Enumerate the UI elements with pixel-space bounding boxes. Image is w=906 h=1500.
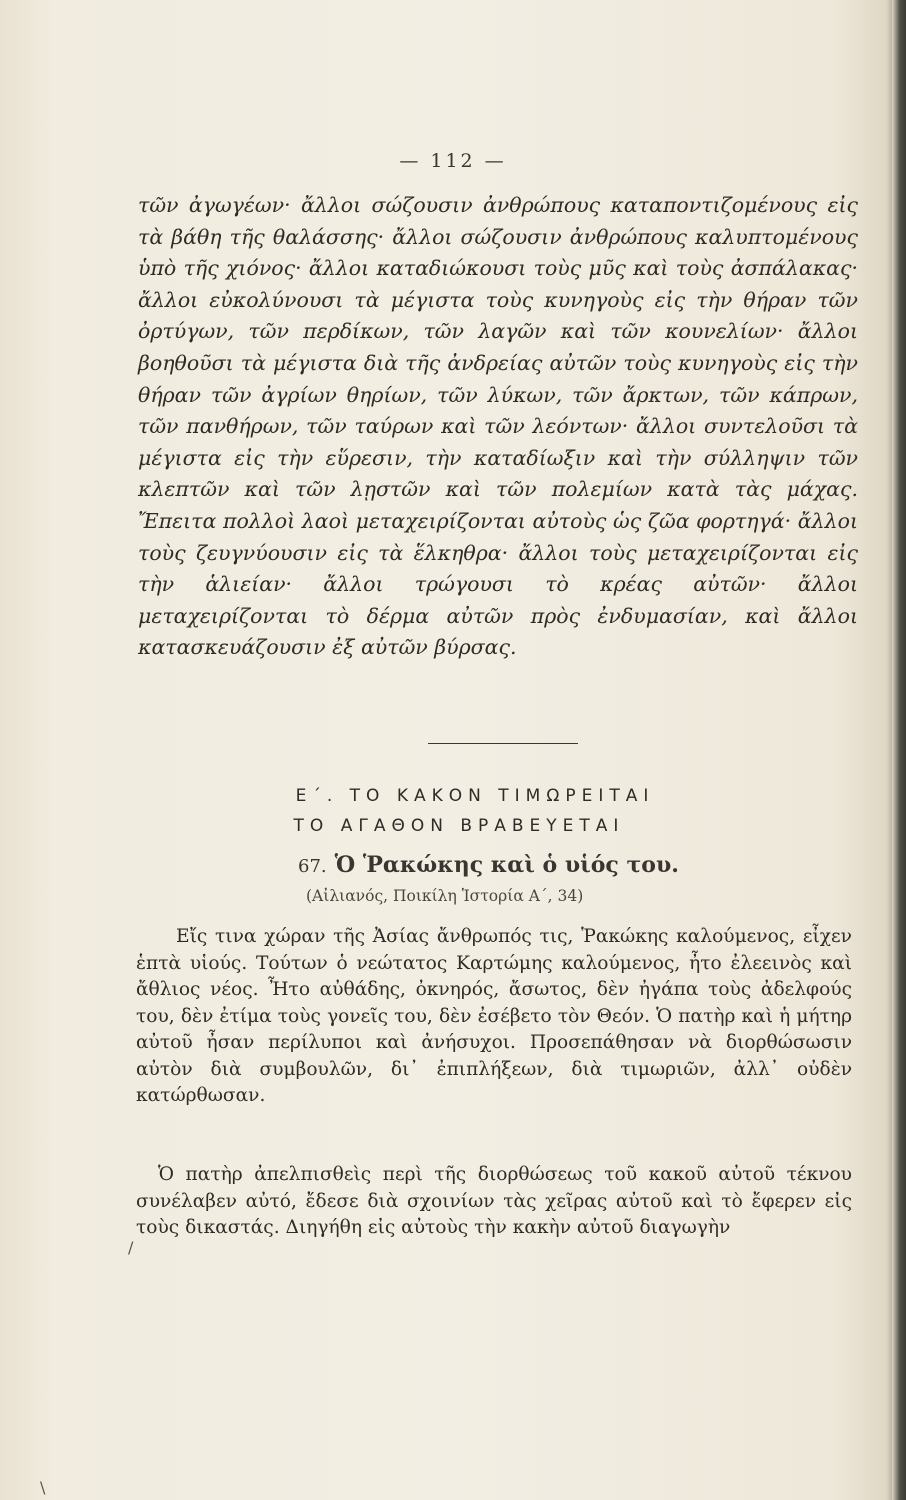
story-paragraph-1: Εἴς τινα χώραν τῆς Ἀσίας ἄνθρωπός τις, Ῥακώκης καλούμενος, εἶχεν ἑπτὰ υἱούς. Τούτων ὁ νεώτατος Καρτώμης καλούμενος, ἦτο ἐλεεινὸς καὶ ἄθλιος νέος. Ἦτο αὐθάδης, ὀκνηρός, ἄσωτος, δὲν ἠγάπα τοὺς ἀδελφούς του, δὲν ἐτίμα τοὺς γονεῖς του, δὲν ἐσέβετο τὸν Θεόν. Ὁ πατὴρ καὶ ἡ μήτηρ αὐτοῦ ἦσαν περίλυποι καὶ ἀνήσυχοι. Προσεπάθησαν νὰ διορθώσωσιν αὐτὸν διὰ συμβουλῶν, δι᾽ ἐπιπλήξεων, διὰ τιμωριῶν, ἀλλ᾽ οὐδὲν κατώρθωσαν. [136, 926, 852, 1106]
margin-mark: / [128, 1238, 134, 1257]
section-heading-line1: Ε΄. ΤΟ ΚΑΚΟΝ ΤΙΜΩΡΕΙΤΑΙ [295, 786, 655, 806]
story-source: (Αἰλιανός, Ποικίλη Ἱστορία Α΄, 34) [306, 887, 584, 905]
story-paragraph-2: Ὁ πατὴρ ἀπελπισθεὶς περὶ τῆς διορθώσεως τοῦ κακοῦ αὐτοῦ τέκνου συνέλαβεν αὐτό, ἔδεσε διὰ σχοινίων τὰς χεῖρας αὐτοῦ καὶ τὸ ἔφερεν εἰς τοὺς δικαστάς. Διηγήθη εἰς αὐτοὺς τὴν κακὴν αὐτοῦ διαγωγὴν [136, 1164, 852, 1238]
margin-mark: \ [40, 1478, 46, 1497]
paragraph-top: τῶν ἀγωγέων· ἄλλοι σώζουσιν ἀνθρώπους καταποντιζομένους εἰς τὰ βάθη τῆς θαλάσσης· ἄλλοι σώζουσιν ἀνθρώπους καλυπτομένους ὑπὸ τῆς χιόνος· ἄλλοι καταδιώκουσι τοὺς μῦς καὶ τοὺς ἀσπάλακας· ἄλλοι εὐκολύνουσι τὰ μέγιστα τοὺς κυνηγοὺς εἰς τὴν θήραν τῶν ὀρτύγων, τῶν περδίκων, τῶν λαγῶν καὶ τῶν κουνελίων· ἄλλοι βοηθοῦσι τὰ μέγιστα διὰ τῆς ἀνδρείας αὐτῶν τοὺς κυνηγοὺς εἰς τὴν θήραν τῶν ἀγρίων θηρίων, τῶν λύκων, τῶν ἄρκτων, τῶν κάπρων, τῶν πανθήρων, τῶν ταύρων καὶ τῶν λεόντων· ἄλλοι συντελοῦσι τὰ μέγιστα εἰς τὴν εὕρεσιν, τὴν καταδίωξιν καὶ τὴν σύλληψιν τῶν κλεπτῶν καὶ τῶν λῃστῶν καὶ τῶν πολεμίων κατὰ τὰς μάχας. Ἔπειτα πολλοὶ λαοὶ μεταχειρίζονται αὐτοὺς ὡς ζῶα φορτηγά· ἄλλοι τοὺς ζευγνύουσιν εἰς τὰ ἕλκηθρα· ἄλλοι τοὺς μεταχειρίζονται εἰς τὴν ἁλιείαν· ἄλλοι τρώγουσι τὸ κρέας αὐτῶν· ἄλλοι μεταχειρίζονται τὸ δέρμα αὐτῶν πρὸς ἐνδυμασίαν, καὶ ἄλλοι κατασκευάζουσιν ἐξ αὐτῶν βύρσας. [138, 193, 858, 660]
story-title [298, 852, 679, 878]
page-number: — 112 — [399, 150, 507, 172]
story-title-text: Ὁ Ῥακώκης καὶ ὁ υἱός του. [334, 852, 679, 878]
story-number: 67. [298, 856, 327, 877]
section-divider [428, 743, 578, 744]
section-heading-line2: ΤΟ ΑΓΑΘΟΝ ΒΡΑΒΕΥΕΤΑΙ [293, 816, 625, 836]
page-edge [892, 0, 906, 1500]
